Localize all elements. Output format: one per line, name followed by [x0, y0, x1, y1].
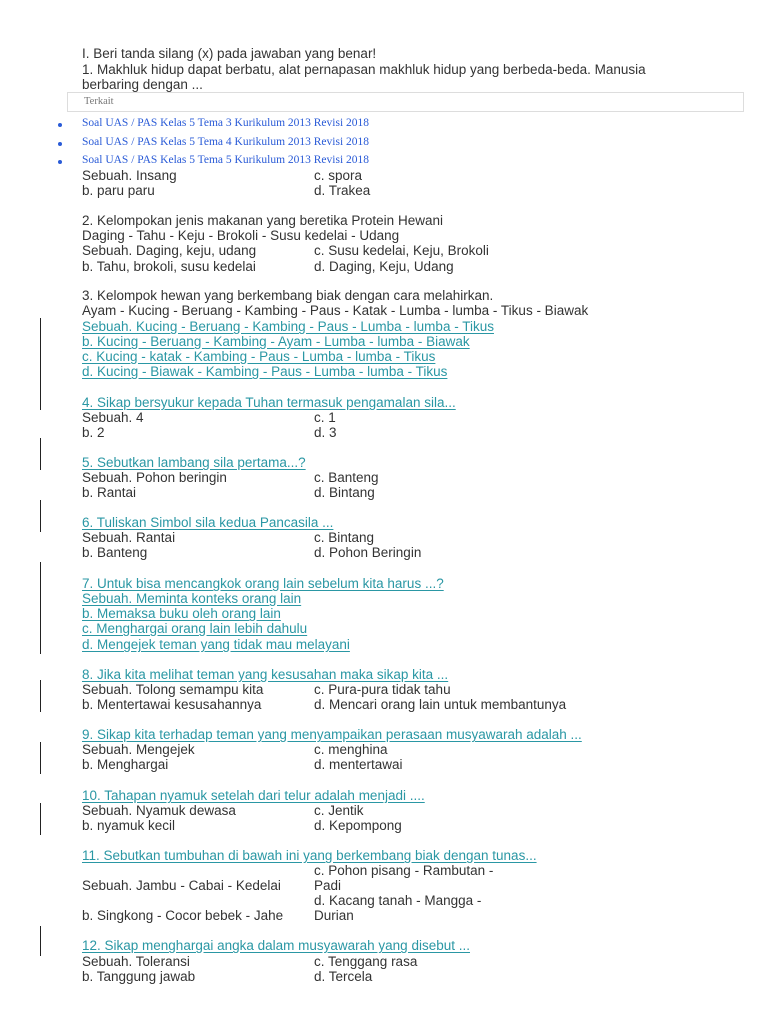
- option-b: b. nyamuk kecil: [82, 818, 176, 833]
- option-a: Sebuah. Daging, keju, udang: [82, 243, 257, 258]
- related-title: Terkait: [84, 96, 114, 107]
- option-b: b. Tahu, brokoli, susu kedelai: [82, 259, 256, 274]
- option-d: d. 3: [314, 425, 337, 440]
- option-c: c. Pohon pisang - Rambutan -: [314, 863, 494, 878]
- change-bar: [40, 500, 41, 532]
- option-d: d. Bintang: [314, 485, 375, 500]
- related-link[interactable]: Soal UAS / PAS Kelas 5 Tema 3 Kurikulum 2013 Revisi 2018: [82, 117, 370, 129]
- option-c[interactable]: c. Menghargai orang lain lebih dahulu: [82, 621, 308, 636]
- option-b[interactable]: b. Memaksa buku oleh orang lain: [82, 606, 281, 621]
- option-b: b. paru paru: [82, 183, 155, 198]
- change-bar: [40, 562, 41, 654]
- option-d[interactable]: d. Mengejek teman yang tidak mau melayani: [82, 637, 350, 652]
- option-d: d. Pohon Beringin: [314, 545, 422, 560]
- question-2-items: Daging - Tahu - Keju - Brokoli - Susu kedelai - Udang: [82, 228, 400, 243]
- option-c[interactable]: c. Kucing - katak - Kambing - Paus - Lumba - lumba - Tikus: [82, 349, 436, 364]
- option-d: d. mentertawai: [314, 757, 403, 772]
- option-a: Sebuah. Mengejek: [82, 742, 195, 757]
- question-8-text[interactable]: 8. Jika kita melihat teman yang kesusahan maka sikap kita ...: [82, 667, 449, 682]
- option-d-cont: Durian: [314, 908, 354, 923]
- related-box: [67, 92, 744, 112]
- change-bar: [40, 803, 41, 835]
- option-a[interactable]: Sebuah. Meminta konteks orang lain: [82, 591, 302, 606]
- bullet-icon: [58, 123, 62, 127]
- option-a: Sebuah. Nyamuk dewasa: [82, 803, 236, 818]
- option-b: b. Singkong - Cocor bebek - Jahe: [82, 908, 284, 923]
- option-d: d. Mencari orang lain untuk membantunya: [314, 697, 567, 712]
- option-b[interactable]: b. Kucing - Beruang - Kambing - Ayam - Lumba - lumba - Biawak: [82, 334, 470, 349]
- instruction-text: I. Beri tanda silang (x) pada jawaban yang benar!: [82, 46, 377, 61]
- option-d: d. Kacang tanah - Mangga -: [314, 893, 482, 908]
- question-1-text-cont: berbaring dengan ...: [82, 77, 203, 92]
- question-7-text[interactable]: 7. Untuk bisa mencangkok orang lain sebelum kita harus ...?: [82, 576, 444, 591]
- option-d[interactable]: d. Kucing - Biawak - Kambing - Paus - Lumba - lumba - Tikus: [82, 364, 448, 379]
- option-a: Sebuah. Tolong semampu kita: [82, 682, 264, 697]
- question-6-text[interactable]: 6. Tuliskan Simbol sila kedua Pancasila ...: [82, 515, 334, 530]
- option-b: b. Menghargai: [82, 757, 169, 772]
- bullet-icon: [58, 160, 62, 164]
- related-link[interactable]: Soal UAS / PAS Kelas 5 Tema 4 Kurikulum 2013 Revisi 2018: [82, 136, 370, 148]
- option-d: d. Tercela: [314, 969, 373, 984]
- option-b: b. Tanggung jawab: [82, 969, 196, 984]
- option-b: b. Mentertawai kesusahannya: [82, 697, 262, 712]
- question-4-text[interactable]: 4. Sikap bersyukur kepada Tuhan termasuk pengamalan sila...: [82, 395, 456, 410]
- question-11-text[interactable]: 11. Sebutkan tumbuhan di bawah ini yang berkembang biak dengan tunas...: [82, 848, 537, 863]
- change-bar: [40, 438, 41, 470]
- change-bar: [40, 680, 41, 712]
- bullet-icon: [58, 142, 62, 146]
- question-1-text: 1. Makhluk hidup dapat berbatu, alat pernapasan makhluk hidup yang berbeda-beda. Manusia: [82, 62, 646, 77]
- option-c: c. spora: [314, 168, 363, 183]
- option-a: Sebuah. Pohon beringin: [82, 470, 227, 485]
- change-bar: [40, 926, 41, 956]
- question-2-text: 2. Kelompokan jenis makanan yang beretika Protein Hewani: [82, 213, 443, 228]
- question-3-text: 3. Kelompok hewan yang berkembang biak dengan cara melahirkan.: [82, 288, 494, 303]
- option-b: b. Rantai: [82, 485, 137, 500]
- option-a: Sebuah. Insang: [82, 168, 177, 183]
- option-c: c. Pura-pura tidak tahu: [314, 682, 451, 697]
- question-12-text[interactable]: 12. Sikap menghargai angka dalam musyawarah yang disebut ...: [82, 938, 470, 953]
- option-d: d. Trakea: [314, 183, 371, 198]
- option-d: d. Daging, Keju, Udang: [314, 259, 454, 274]
- option-b: b. Banteng: [82, 545, 148, 560]
- option-c: c. Tenggang rasa: [314, 954, 418, 969]
- option-d: d. Kepompong: [314, 818, 402, 833]
- option-c: c. 1: [314, 410, 336, 425]
- option-a: Sebuah. Rantai: [82, 530, 176, 545]
- option-c: c. Bintang: [314, 530, 375, 545]
- option-c-cont: Padi: [314, 878, 342, 893]
- question-5-text[interactable]: 5. Sebutkan lambang sila pertama...?: [82, 455, 306, 470]
- option-c: c. Jentik: [314, 803, 364, 818]
- question-10-text[interactable]: 10. Tahapan nyamuk setelah dari telur adalah menjadi ....: [82, 788, 425, 803]
- change-bar: [40, 318, 41, 410]
- change-bar: [40, 742, 41, 774]
- option-c: c. Banteng: [314, 470, 379, 485]
- option-c: c. menghina: [314, 742, 388, 757]
- option-a: Sebuah. Toleransi: [82, 954, 190, 969]
- option-c: c. Susu kedelai, Keju, Brokoli: [314, 243, 489, 258]
- related-link[interactable]: Soal UAS / PAS Kelas 5 Tema 5 Kurikulum 2013 Revisi 2018: [82, 154, 370, 166]
- option-b: b. 2: [82, 425, 105, 440]
- option-a: Sebuah. Jambu - Cabai - Kedelai: [82, 878, 281, 893]
- question-3-items: Ayam - Kucing - Beruang - Kambing - Paus - Katak - Lumba - lumba - Tikus - Biawak: [82, 303, 589, 318]
- option-a: Sebuah. 4: [82, 410, 144, 425]
- question-9-text[interactable]: 9. Sikap kita terhadap teman yang menyampaikan perasaan musyawarah adalah ...: [82, 727, 582, 742]
- option-a[interactable]: Sebuah. Kucing - Beruang - Kambing - Paus - Lumba - lumba - Tikus: [82, 319, 494, 334]
